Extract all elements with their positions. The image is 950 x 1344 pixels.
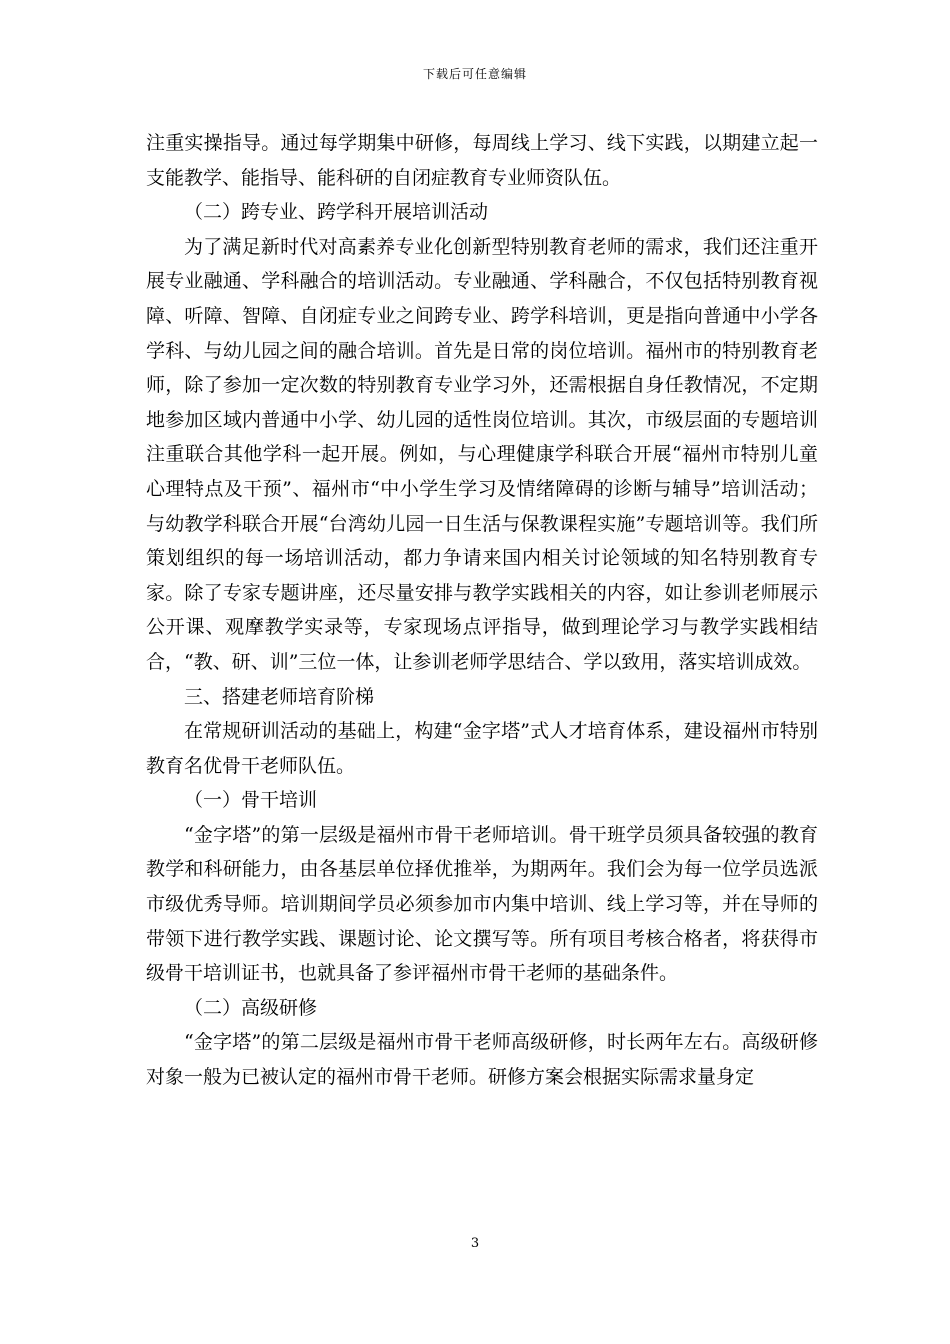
paragraph-pyramid-system: 在常规研训活动的基础上，构建“金字塔”式人才培育体系，建设福州市特别教育名优骨干老师队伍。: [146, 720, 818, 777]
section-heading-advanced-study: （二）高级研修: [184, 996, 318, 1019]
page-number: 3: [470, 1236, 480, 1251]
section-heading-teacher-ladder: 三、搭建老师培育阶梯: [184, 685, 375, 708]
paragraph-backbone-training: “金字塔”的第一层级是福州市骨干老师培训。骨干班学员须具备较强的教育教学和科研能力，由各基层单位择优推举，为期两年。我们会为每一位学员选派市级优秀导师。培训期间学员必须参加市内集中培训、线上学习等，并在导师的带领下进行教学实践、课题讨论、论文撰写等。所有项目考核合格者，将获得市级骨干培训证书，也就具备了参评福州市骨干老师的基础条件。: [146, 823, 818, 985]
paragraph-continuation: 注重实操指导。通过每学期集中研修，每周线上学习、线下实践，以期建立起一支能教学、能指导、能科研的自闭症教育专业师资队伍。: [146, 132, 818, 189]
section-heading-backbone-training: （一）骨干培训: [184, 789, 318, 812]
document-body: [146, 126, 818, 1095]
paragraph-advanced-study: “金字塔”的第二层级是福州市骨干老师高级研修，时长两年左右。高级研修对象一般为已被认定的福州市骨干老师。研修方案会根据实际需求量身定: [146, 1031, 818, 1089]
paragraph-cross-discipline-training: 为了满足新时代对高素养专业化创新型特别教育老师的需求，我们还注重开展专业融通、学科融合的培训活动。专业融通、学科融合，不仅包括特别教育视障、听障、智障、自闭症专业之间跨专业、跨学科培训，更是指向普通中小学各学科、与幼儿园之间的融合培训。首先是日常的岗位培训。福州市的特别教育老师，除了参加一定次数的特别教育专业学习外，还需根据自身任教情况，不定期地参加区域内普通中小学、幼儿园的适性岗位培训。其次，市级层面的专题培训注重联合其他学科一起开展。例如，与心理健康学科联合开展“福州市特别儿童心理特点及干预”、福州市“中小学生学习及情绪障碍的诊断与辅导”培训活动；与幼教学科联合开展“台湾幼儿园一日生活与保教课程实施”专题培训等。我们所策划组织的每一场培训活动，都力争请来国内相关讨论领域的知名特别教育专家。除了专家专题讲座，还尽量安排与教学实践相关的内容，如让参训老师展示公开课、观摩教学实录等，专家现场点评指导，做到理论学习与教学实践相结合，“教、研、训”三位一体，让参训老师学思结合、学以致用，落实培训成效。: [146, 235, 818, 673]
page-header: 下载后可任意编辑: [422, 67, 527, 81]
section-heading-cross-discipline: （二）跨专业、跨学科开展培训活动: [184, 201, 489, 224]
